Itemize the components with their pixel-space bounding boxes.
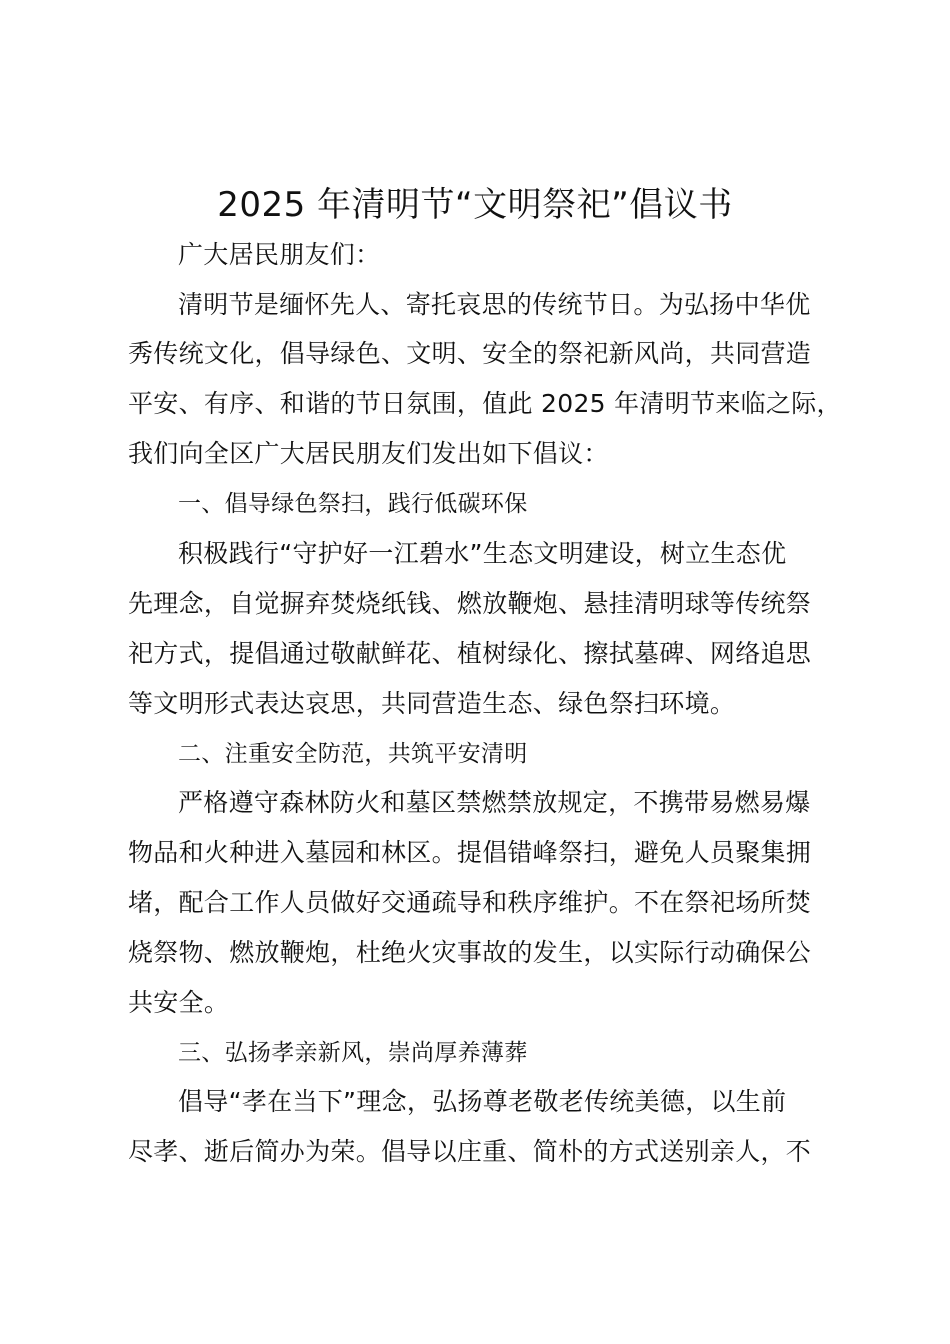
document-title: 2025 年清明节“文明祭祀”倡议书 xyxy=(217,185,733,225)
section-heading: 三、弘扬孝亲新风，崇尚厚养薄葬 xyxy=(178,1040,528,1066)
paragraph-line: 先理念，自觉摒弃焚烧纸钱、燃放鞭炮、悬挂清明球等传统祭 xyxy=(128,589,812,618)
paragraph-line: 积极践行“守护好一江碧水”生态文明建设，树立生态优 xyxy=(178,539,787,568)
paragraph-line: 祀方式，提倡通过敬献鲜花、植树绿化、擦拭墓碑、网络追思 xyxy=(128,639,812,668)
paragraph-line: 倡导“孝在当下”理念，弘扬尊老敬老传统美德，以生前 xyxy=(178,1087,787,1116)
paragraph-line: 严格遵守森林防火和墓区禁燃禁放规定，不携带易燃易爆 xyxy=(178,788,811,817)
paragraph-line: 尽孝、逝后简办为荣。倡导以庄重、简朴的方式送别亲人，不 xyxy=(128,1137,812,1166)
paragraph-line: 烧祭物、燃放鞭炮，杜绝火灾事故的发生，以实际行动确保公 xyxy=(128,938,812,967)
paragraph-line: 平安、有序、和谐的节日氛围，值此 2025 年清明节来临之际， xyxy=(128,389,842,418)
paragraph-line: 物品和火种进入墓园和林区。提倡错峰祭扫，避免人员聚集拥 xyxy=(128,838,812,867)
section-heading: 一、倡导绿色祭扫，践行低碳环保 xyxy=(178,491,528,517)
section-heading: 二、注重安全防范，共筑平安清明 xyxy=(178,741,528,767)
paragraph-line: 秀传统文化，倡导绿色、文明、安全的祭祀新风尚，共同营造 xyxy=(128,339,812,368)
salutation: 广大居民朋友们： xyxy=(178,240,381,269)
paragraph-line: 堵，配合工作人员做好交通疏导和秩序维护。不在祭祀场所焚 xyxy=(128,888,812,917)
paragraph-line: 共安全。 xyxy=(128,988,230,1017)
paragraph-line: 我们向全区广大居民朋友们发出如下倡议： xyxy=(128,439,609,468)
paragraph-line: 等文明形式表达哀思，共同营造生态、绿色祭扫环境。 xyxy=(128,689,736,718)
paragraph-line: 清明节是缅怀先人、寄托哀思的传统节日。为弘扬中华优 xyxy=(178,290,811,319)
